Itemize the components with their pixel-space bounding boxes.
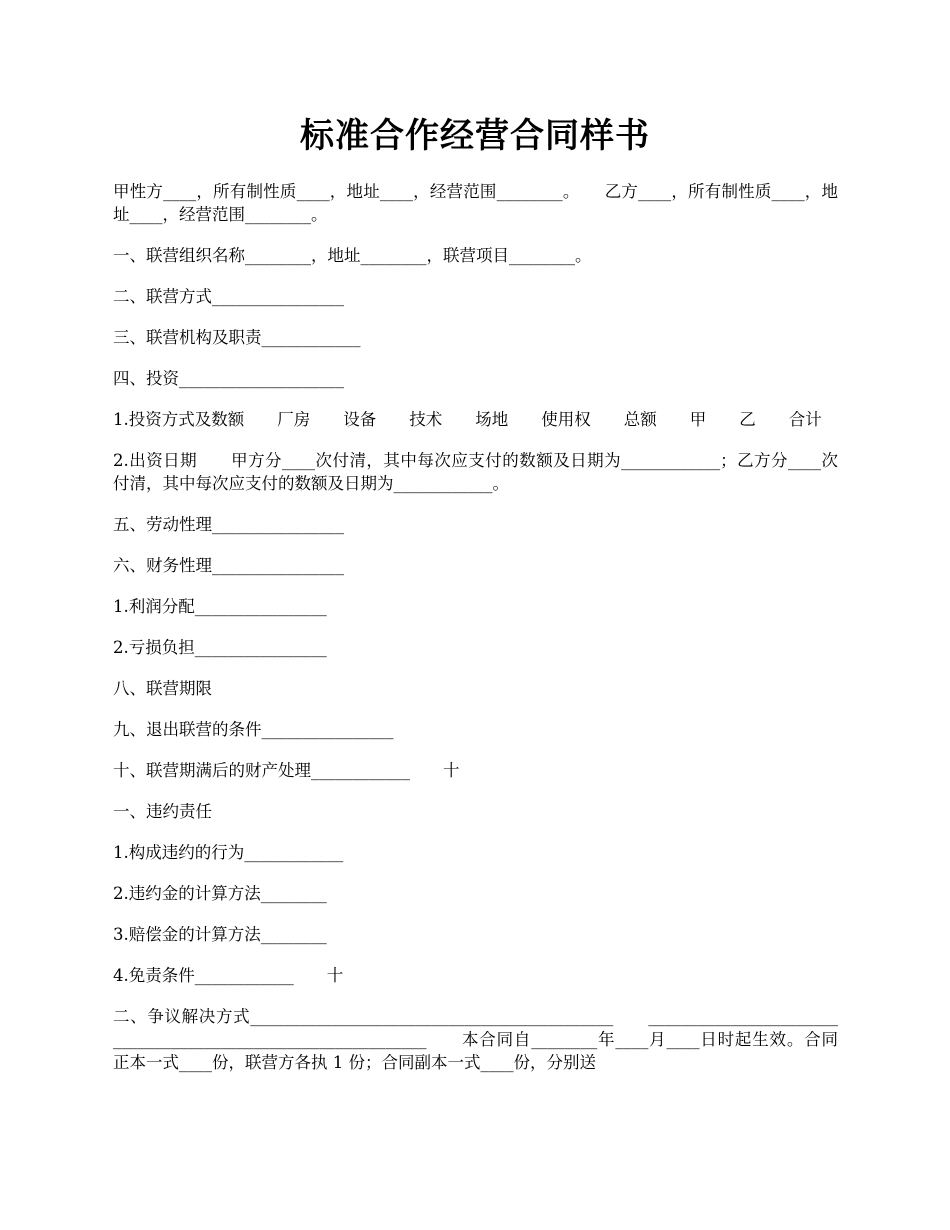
clause-6-2-loss-bearing: 2.亏损负担________________ — [113, 638, 327, 657]
clause-5-labor: 五、劳动性理________________ — [113, 515, 344, 534]
clause-9-exit-conditions: 九、退出联营的条件________________ — [113, 720, 394, 739]
clause-6-1-profit-distribution: 1.利润分配________________ — [113, 597, 327, 616]
document-body — [113, 180, 838, 1092]
clause-12-dispute-resolution: 二、争议解决方式____________________________________________ _____________________________________________________________ 本合同自________年____月____日时起生效。合同正本一式____份，联营方各执 1 份；合同副本一式____份，分别送 — [113, 1007, 839, 1072]
clause-parties: 甲性方____，所有制性质____，地址____，经营范围________。 乙方____，所有制性质____，地址____，经营范围________。 — [113, 182, 838, 224]
clause-2-joint-mode: 二、联营方式________________ — [113, 287, 344, 306]
clause-11-3-compensation-calc: 3.赔偿金的计算方法________ — [113, 925, 327, 944]
clause-6-finance: 六、财务性理________________ — [113, 556, 344, 575]
clause-4-2-investment-date: 2.出资日期 甲方分____次付清，其中每次应支付的数额及日期为____________；乙方分____次付清，其中每次应支付的数额及日期为____________。 — [113, 451, 838, 493]
clause-4-1-investment-method: 1.投资方式及数额 厂房 设备 技术 场地 使用权 总额 甲 乙 合计 — [113, 410, 822, 429]
clause-11-breach-liability: 一、违约责任 — [113, 802, 212, 821]
clause-11-1-breach-acts: 1.构成违约的行为____________ — [113, 843, 344, 862]
clause-10-property-disposal: 十、联营期满后的财产处理____________ 十 — [113, 761, 460, 780]
document-title: 标准合作经营合同样书 — [300, 116, 650, 156]
clause-8-term: 八、联营期限 — [113, 679, 212, 698]
clause-4-investment: 四、投资____________________ — [113, 369, 344, 388]
clause-1-organization-name: 一、联营组织名称________，地址________，联营项目________。 — [113, 246, 592, 265]
clause-11-4-exemption: 4.免责条件____________ 十 — [113, 966, 344, 985]
clause-11-2-penalty-calc: 2.违约金的计算方法________ — [113, 884, 327, 903]
clause-3-organization-duties: 三、联营机构及职责____________ — [113, 328, 361, 347]
